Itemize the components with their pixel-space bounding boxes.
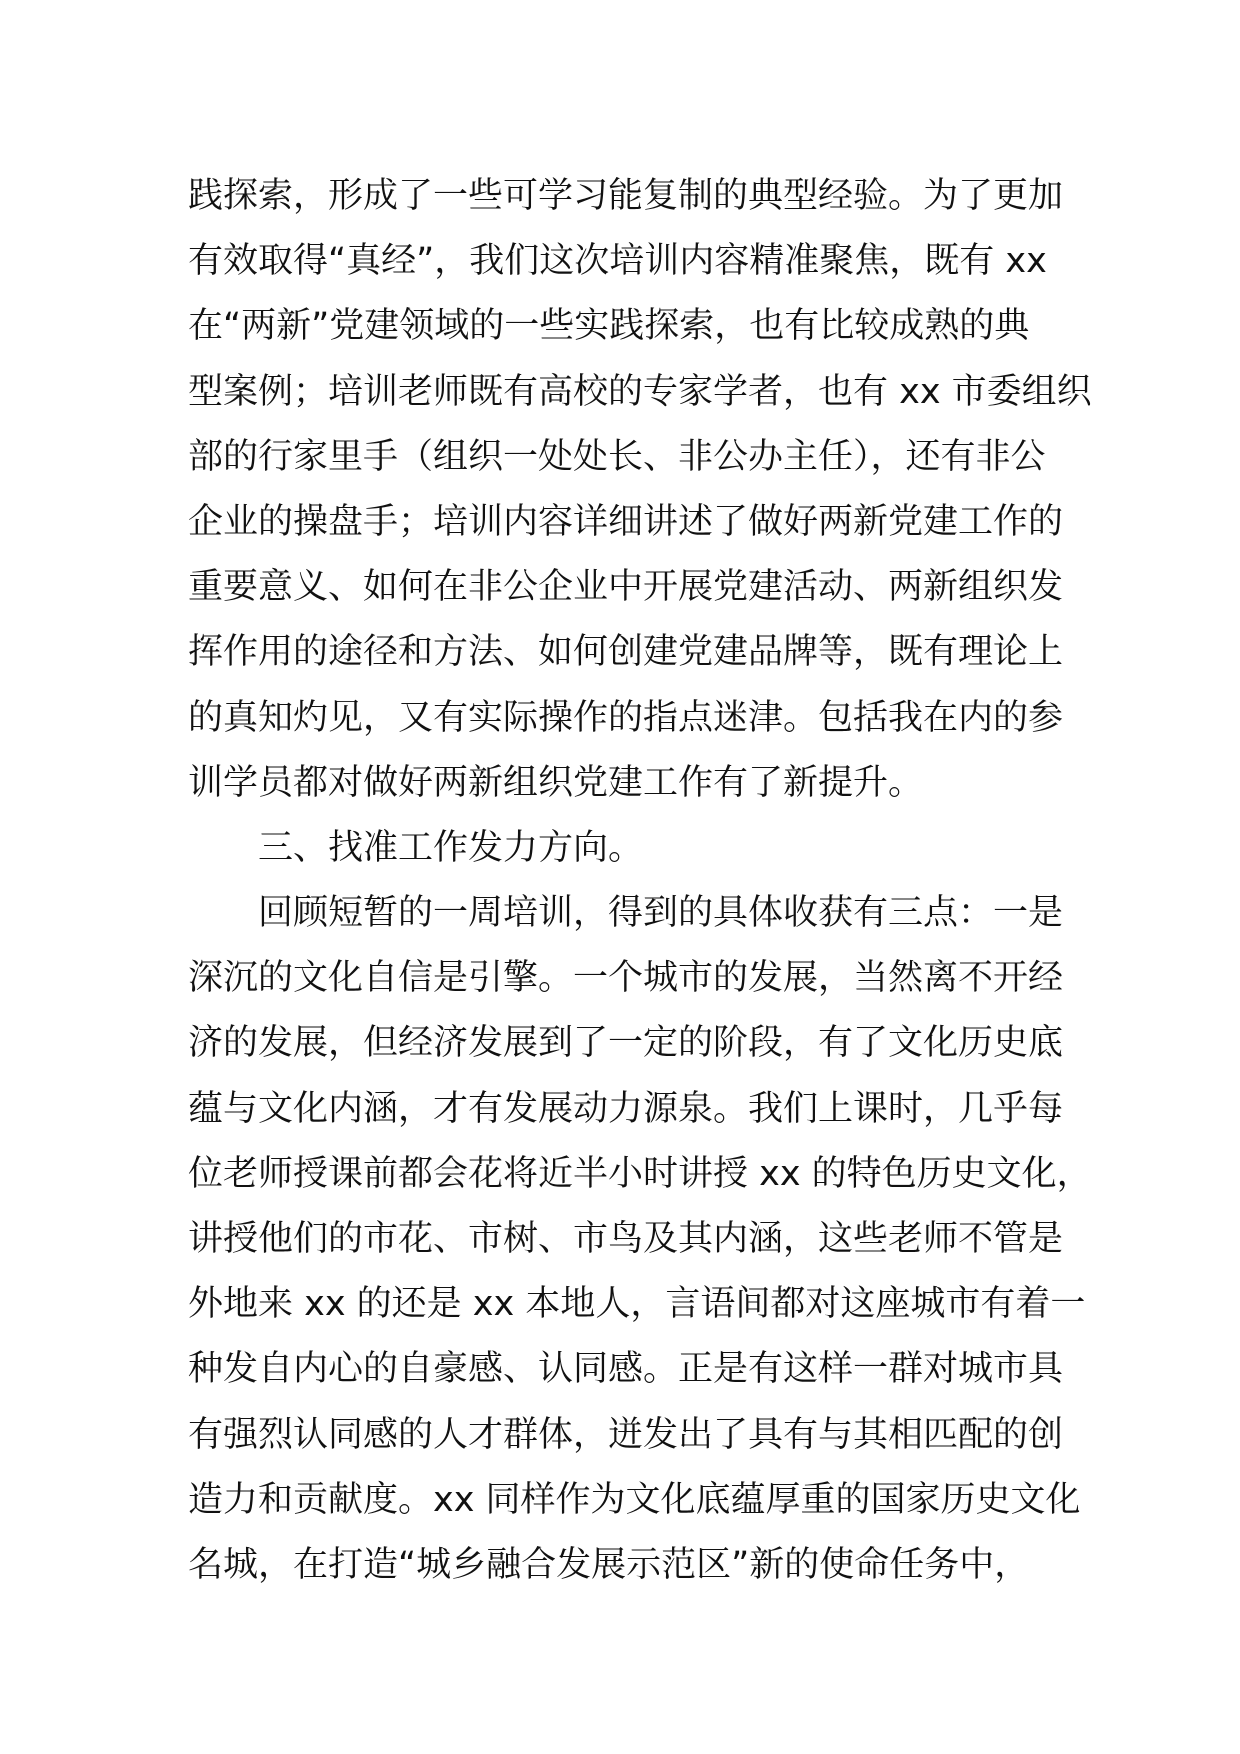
- text-line: 外地来 xx 的还是 xx 本地人，言语间都对这座城市有着一: [188, 1284, 1086, 1325]
- body-text: [188, 164, 1092, 1598]
- text-line: 讲授他们的市花、市树、市鸟及其内涵，这些老师不管是: [188, 1219, 1064, 1259]
- text-line: 重要意义、如何在非公企业中开展党建活动、两新组织发: [188, 567, 1064, 608]
- text-line: 型案例；培训老师既有高校的专家学者，也有 xx 市委组织: [188, 371, 1092, 412]
- text-line: 种发自内心的自豪感、认同感。正是有这样一群对城市具: [188, 1349, 1064, 1390]
- text-line: 深沉的文化自信是引擎。一个城市的发展，当然离不开经: [188, 958, 1064, 999]
- text-line: 济的发展，但经济发展到了一定的阶段，有了文化历史底: [188, 1023, 1064, 1064]
- text-line: 企业的操盘手；培训内容详细讲述了做好两新党建工作的: [188, 501, 1064, 542]
- text-line: 部的行家里手（组织一处处长、非公办主任），还有非公: [188, 436, 1046, 477]
- text-line: 回顾短暂的一周培训，得到的具体收获有三点：一是: [258, 893, 1064, 934]
- text-line: 有效取得“真经”，我们这次培训内容精准聚焦，既有 xx: [188, 241, 1047, 282]
- text-line: 挥作用的途径和方法、如何创建党建品牌等，既有理论上: [188, 632, 1064, 673]
- text-line: 训学员都对做好两新组织党建工作有了新提升。: [188, 762, 924, 803]
- text-line: 的真知灼见，又有实际操作的指点迷津。包括我在内的参: [188, 697, 1064, 738]
- text-line: 造力和贡献度。xx 同样作为文化底蕴厚重的国家历史文化: [188, 1479, 1081, 1520]
- text-line: 位老师授课前都会花将近半小时讲授 xx 的特色历史文化，: [188, 1153, 1092, 1194]
- text-line: 在“两新”党建领域的一些实践探索，也有比较成熟的典: [188, 306, 1030, 347]
- text-line: 蕴与文化内涵，才有发展动力源泉。我们上课时，几乎每: [188, 1088, 1064, 1129]
- text-line: 名城，在打造“城乡融合发展示范区”新的使命任务中，: [188, 1544, 1030, 1585]
- section-heading: 三、找准工作发力方向。: [258, 827, 644, 868]
- text-line: 践探索，形成了一些可学习能复制的典型经验。为了更加: [188, 176, 1064, 216]
- text-line: 有强烈认同感的人才群体，迸发出了具有与其相匹配的创: [188, 1414, 1064, 1455]
